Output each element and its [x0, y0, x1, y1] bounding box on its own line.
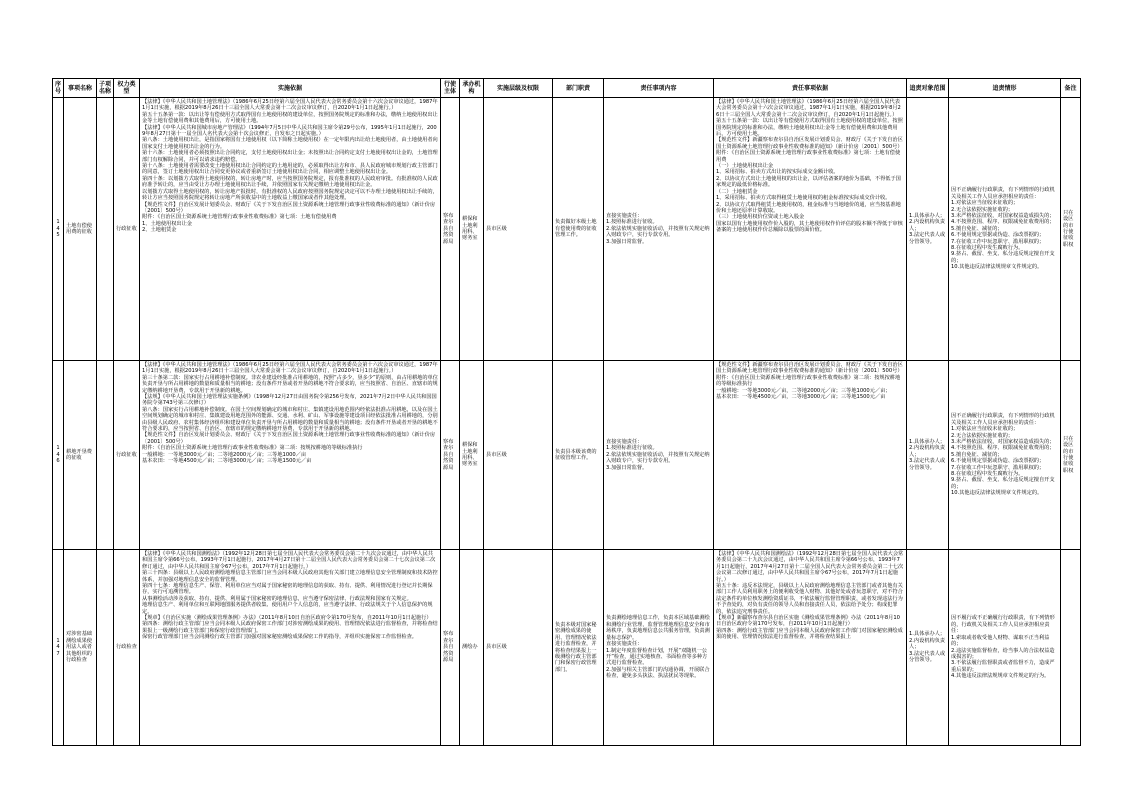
- responsibility-basis-line: 国家以国有土地使用权作价入股的，其土地使用权作价评估的股本额不得低于审核备案的土地使用权作价总额除以股票的面价值。: [716, 220, 903, 234]
- accountability-cases-line: 10.其他违反法律法规规章文件规定的。: [951, 490, 1043, 497]
- header-cell: 追责对象范围: [907, 79, 949, 98]
- accountability-cases-line: 8.在征收过程中发生腐败行为。: [951, 245, 1024, 252]
- basis-cell-line: 【法律】《中华人民共和国土地管理法》（1986年6月25日经第六届全国人民代表大会常务委员会第十六次会议审议通过，1987年1月1日实施，根据2019年8月26日十三届全国人大常委会第十二次会议审议修订，自2020年1月1日起施行。）: [142, 362, 438, 375]
- responsibility-basis: [714, 361, 907, 550]
- responsibility-basis-line: 【法律】《中华人民共和国测绘法》（1992年12月28日第七届全国人民代表大会常务委员会第二十九次会议通过，由中华人民共和国主席令第66号公布，1993年7月1日起施行，2017年4月27日第十二届全国人民代表大会常务委员会第二十七次会议第二次修订通过，由中华人民共和国主席令67号公布，2017年7月1日起施行。）: [716, 551, 904, 583]
- responsibility-basis-line: 第五十条：违反本法规定，县级以上人民政府测绘地理信息主管部门或者其他有关部门工作人员利用职务上的便利收受他人财物、其他好处或者玩忽职守，对不符合法定条件的单位核发测绘资质证书，不依法履行监督管理职责，或者发现违法行为不予查处的，对负有责任的领导人员和直接责任人员，依法给予处分；构成犯罪的，依法追究刑事责任。: [716, 583, 903, 615]
- accountability-cases-line: 2.无合法依据实施征收的；: [951, 432, 1014, 439]
- responsibility-basis: [714, 550, 907, 746]
- item-name: 对涉密基础测绘成果使用法人或者其他组织的行政检查: [64, 550, 97, 746]
- level-authority: 县市区级: [484, 550, 553, 746]
- accountability-cases-line: 因不履行或不正确履行行政职责，有下列情形的，行政机关及相关工作人员应承担相应责任：: [951, 615, 1055, 635]
- responsibility-list-page: [52, 78, 1080, 746]
- accountability-cases: [949, 361, 1061, 550]
- remark: 只在设区的市行使征收职权: [1061, 98, 1081, 361]
- responsibility-basis-line: 2、以协议方式取得租赁土地使用权的，租金标准与当地地价的通，应当按基准地价和土地还原率计算收取。: [716, 201, 901, 214]
- responsibility-basis-line: （三）土地使用权价位资或土地入股金: [716, 214, 805, 221]
- header-cell: 部门职责: [553, 79, 604, 98]
- responsibility-basis-line: 一般耕地：一等地3000元／亩，二等地2000元／亩；三等地1000元／亩；: [716, 387, 891, 394]
- basis-cell-line: 1、土地使用权出让金: [142, 220, 192, 227]
- department-duty: 负责本级对国家秘密测绘成果的使用、管理情况依法进行监督检查，并将检查结果报上一级测绘行政主管部门和保密行政管理部门。: [553, 550, 604, 746]
- basis-cell-line: 从事测绘活动涉及获取、持有、提供、利用属于国家秘密的地理信息，应当遵守保密法律、行政法规和国家有关规定。: [142, 595, 412, 602]
- basis-cell-line: 【法规】《中华人民共和国土地管理法实施条例》（1998年12月27日由国务院令第256号发布，2021年7月2日中华人民共和国国务院令第743号第三次修订）: [142, 394, 437, 407]
- row-number: 145: [53, 98, 64, 361]
- responsibility-basis-line: 附件：《自治区国土资源系统土地管理行政事业性收费标准》第七项：土地有偿使用费: [716, 150, 901, 163]
- table-row: [53, 550, 1081, 746]
- responsibility-content-line: 负责测绘地理信息工作，负责本区域基础测绘和测绘行业管理，监督管理地理信息安全和市场秩序，负责地理信息公共服务管理，负责测量标志保护。: [606, 615, 710, 641]
- responsibility-basis-line: 1、采用招标、拍卖方式取得租赁土地使用权的租金标准按实际成交价计收。: [716, 195, 891, 202]
- responsibility-basis-line: （一）土地使用权出让金: [716, 163, 774, 170]
- header-cell: 事项名称: [64, 79, 97, 98]
- accountability-cases-line: 4.不按照范围、程序、权限减免征收费用的；: [951, 445, 1055, 452]
- accountability-scope-line: 1.具体承办人；: [909, 212, 946, 219]
- basis-cell-line: 【规章】《自治区实施〈测绘成果管理条例〉办法》（2011年8月10日自治区政府令第170号发布，自2011年10月1日起施行）: [142, 615, 432, 622]
- row-number: 147: [53, 550, 64, 746]
- header-cell: 权力类型: [114, 79, 140, 98]
- responsibility-content-line: 1.按照标准进行征收。: [606, 445, 658, 452]
- responsibility-content-line: 2.依法依规实施征收活动，并按照有关规定纳入财政专户，实行专款专用。: [606, 225, 710, 239]
- responsibility-basis-line: 【规范性文件】新疆察布查尔县自治区发展计划委员会、财政厅《关于下发自治区国土资源系统土地管理行政事业性收费标准的通知》（新计价房〔2001〕500号）: [716, 362, 903, 375]
- basis-cell-line: 第十八条：土地使用者需要改变土地使用权出让合同约定的土地用途的，必须取得出让方和市、县人民政府城市规划行政主管部门的同意，签订土地使用权出让合同变更协议或者重新签订土地使用权出让合同，相应调整土地使用权出让金。: [142, 163, 438, 176]
- executing-subject: 察布查尔县自然资源局: [441, 98, 460, 361]
- responsibility-basis-line: （二）土地租赁金: [716, 188, 758, 195]
- responsibility-content-line: 直接实施责任：: [606, 438, 643, 445]
- accountability-cases-line: 因不正确履行行政职责，有下列情形的行政机关及相关工作人员应承担相应的责任：: [951, 187, 1055, 200]
- responsibility-content-line: 2.加强与相关主管部门的沟通协调，开展联合检查，避免多头执法、执法扰民等现象。: [606, 666, 710, 680]
- basis-cell-line: 【法律】《中华人民共和国城市房地产管理法》（1994年7月5日中华人民共和国主席令第29号公布，1995年1月1日起施行，2009年8月27日第十一届全国人名代表大会第十次会议修正，自发布之日起实施。）: [142, 124, 437, 138]
- header-cell: 子项名称: [97, 79, 114, 98]
- accountability-cases-line: 1.对依法应当征收未征收的；: [951, 200, 1019, 207]
- basis-cell-line: 基本农田：一等地4500元／亩；二等地3000元／亩；三等地1500元／亩: [142, 458, 312, 465]
- accountability-scope: [907, 550, 949, 746]
- responsibility-basis-line: 第五十五条第一款：以出让等有偿使用方式取得国有土地使用权的建设单位，按照国务院规定的标准和办法，缴纳土地使用权出让金等土地有偿使用费和其他费用后，方可使用土地。: [716, 118, 903, 138]
- accountability-scope-line: 1.具体承办人；: [909, 631, 946, 638]
- accountability-scope-line: 1.具体承办人；: [909, 438, 946, 445]
- basis-cell: [140, 98, 441, 361]
- row-number: 146: [53, 361, 64, 550]
- accountability-cases-line: 3.未严格依法征收，对国家权益造成损失的；: [951, 438, 1055, 445]
- accountability-cases-line: 4.其他违反法律法规规章文件规定的行为。: [951, 673, 1050, 680]
- header-row: [53, 79, 1081, 98]
- basis-cell: [140, 361, 441, 550]
- undertaking-org: 耕保和土地利用科、财务室: [460, 361, 484, 550]
- item-name: 耕地开垦费的征收: [64, 361, 97, 550]
- accountability-cases: [949, 550, 1061, 746]
- basis-cell-line: 第四条：测绘行政主管部门应当会同本级人民政府保密工作部门对涉密测绘成果的使用、管理情况依法进行监督检查，并将检查结果报上一级测绘行政主管部门和保密行政管理部门。: [142, 621, 438, 634]
- accountability-cases-line: 2.无合法依据实施征收的；: [951, 206, 1014, 213]
- responsibility-content: [604, 550, 714, 746]
- level-authority: 县市区级: [484, 98, 553, 361]
- accountability-cases-line: 因不正确履行行政职责，有下列情形的行政机关及相关工作人员应承担相应的责任：: [951, 413, 1055, 426]
- power-type: 行政检查: [114, 550, 140, 746]
- responsibility-basis-line: 【规范性文件】新疆察布查尔县自治区发展计划委员会、财政厅《关于下发自治区国土资源系统土地管理行政事业性收费标准的通知》（新计价房〔2001〕500号）: [716, 137, 903, 150]
- basis-cell-line: 2、土地租赁金: [142, 227, 177, 234]
- sub-item-name: [97, 98, 114, 361]
- header-cell: 行使主体: [441, 79, 460, 98]
- accountability-cases-line: 9.挤占、截留、坐支、私分违反规定擅自开支的；: [951, 251, 1055, 264]
- responsibility-content: [604, 361, 714, 550]
- basis-cell-line: 第八条：土地使用权出让，是指国家将国有土地使用权（以下简称土地使用权）在一定年限内出让给土地使用者，由土地使用者向国家支付土地使用权出让金的行为。: [142, 137, 438, 150]
- accountability-cases-line: 9.挤占、截留、坐支、私分违反规定擅自开支的；: [951, 477, 1055, 490]
- responsibility-basis-line: 【规章】新疆察布查尔县自治区实施《测绘成果管理条例》办法（2011年8月10日自治区政府令第170号发布，自2011年10月1日起施行）: [716, 615, 900, 628]
- basis-cell-line: 第三十四条：县级以上人民政府测绘地理信息主管部门应当会同本级人民政府其他有关部门建立地理信息安全管理制度和技术防控体系，并加强对地理信息安全的监督管理。: [142, 570, 438, 583]
- responsibility-content-line: 3.加强日常监督。: [606, 464, 648, 471]
- undertaking-org: 测绘办: [460, 550, 484, 746]
- header-cell: 责任事项依据: [714, 79, 907, 98]
- accountability-cases-line: 5.擅自免征、减征的；: [951, 451, 1003, 458]
- header-cell: 承办机构: [460, 79, 484, 98]
- header-cell: 实施依据: [140, 79, 441, 98]
- accountability-scope: [907, 361, 949, 550]
- basis-cell: [140, 550, 441, 746]
- sub-item-name: [97, 361, 114, 550]
- undertaking-org: 耕保和土地利用科、财务室: [460, 98, 484, 361]
- accountability-cases-line: 7.在征收工作中玩忽职守、滥用职权的；: [951, 238, 1045, 245]
- power-type: 行政征收: [114, 361, 140, 550]
- header-cell: 序号: [53, 79, 64, 98]
- responsibility-content-line: 直接实施责任：: [606, 641, 643, 648]
- responsibility-content: [604, 98, 714, 361]
- accountability-cases-line: 6.不使用规定票据或伪造、涂改票据的；: [951, 458, 1045, 465]
- table-row: [53, 98, 1081, 361]
- executing-subject: 察布查尔县自然资源局: [441, 361, 460, 550]
- responsibility-basis-line: 基本农田：一等地4500元／亩，二等地3000元／亩；三等地1500元／亩: [716, 394, 886, 401]
- responsibility-content-line: 直接实施责任：: [606, 212, 643, 219]
- department-duty: 负责做好本级土地有偿使用费的征收管理工作。: [553, 98, 604, 361]
- accountability-cases-line: 4.不按照范围、程序、权限减免征收费用的；: [951, 219, 1055, 226]
- responsibility-basis-line: 【法律】《中华人民共和国土地管理法》（1986年6月25日经第六届全国人民代表大会常务委员会第十六次会议审议通过，1987年1月1日实施，根据2019年8月26日十三届全国人大常委会第十二次会议审议修订，自2020年1月1日起施行。）: [716, 99, 901, 118]
- accountability-cases-line: 1.索取或者收受他人财物、谋取不正当利益的；: [951, 634, 1050, 648]
- accountability-cases-line: 1.对依法应当征收未征收的；: [951, 426, 1019, 433]
- header-cell: 备注: [1061, 79, 1081, 98]
- basis-cell-line: 一般耕地：一等地3000元／亩；二等地2000元／亩；三等地1000／亩: [142, 451, 307, 458]
- basis-cell-line: 以划拨方式取得土地使用权的，转让房地产报批时，有批准权的人民政府按照国务院规定决定可以不办理土地使用权出让手续的，转让方应当按照国务院规定将转让房地产所获收益中的土地收益上缴国家或者作其他处理。: [142, 188, 438, 202]
- accountability-scope-line: 3.法定代表人或分管领导。: [909, 650, 946, 664]
- basis-cell-line: 【法律】《中华人民共和国测绘法》（1992年12月28日第七届全国人民代表大会常务委员会第二十九次会议通过，由中华人民共和国主席令第66号公布，1993年7月1日起施行，2017年4月27日第十二届全国人民代表大会常务委员会第二十七次会议第二次修订通过，由中华人民共和国主席令67号公布，2017年7月1日起施行。）: [142, 551, 436, 570]
- accountability-cases-line: 6.不使用规定票据或伪造、涂改票据的；: [951, 232, 1045, 239]
- power-responsibility-table: [52, 78, 1081, 746]
- department-duty: 负责县本级该费的征收管理工作。: [553, 361, 604, 550]
- basis-cell-line: 【规范性文件】自治区发展计划委员会、财政厅《关于下发自治区国土资源系统土地管理行政事业性收费标准的通知》（新计价房〔2001〕500号）: [142, 201, 436, 214]
- remark: 只在设区的市行使征收职权: [1061, 361, 1081, 550]
- responsibility-content-line: 1.按照标准进行征收。: [606, 219, 658, 226]
- accountability-cases-line: 10.其他违反法律法规规章文件规定的。: [951, 264, 1043, 271]
- header-cell: 追责情形: [949, 79, 1061, 98]
- responsibility-basis-line: 附件：《自治区国土资源系统土地管理行政事业性收费标准》第二项：按规按耕地的等级标准执行: [716, 374, 901, 388]
- accountability-cases: [949, 98, 1061, 361]
- accountability-scope-line: 2.内设机构负责人；: [909, 637, 946, 651]
- accountability-cases-line: 3.未严格依法征收，对国家权益造成损失的；: [951, 212, 1055, 219]
- basis-cell-line: 第五十五条第一款：以出让等有偿使用方式取得国有土地使用权的建设单位，按照国务院规定的标准和办法，缴纳土地使用权出让金等土地有偿使用费和其他费用后，方可使用土地。: [142, 111, 438, 125]
- responsibility-basis: [714, 98, 907, 361]
- basis-cell-line: 第四十条：以划拨方式取得土地使用权的，转让房地产时，应当按照国务院规定，报有批准权的人民政府审批。有批准权的人民政府准予转让的，应当由受让方办理土地使用权出让手续，并依照国家有关规定缴纳土地使用权出让金。: [142, 175, 438, 189]
- remark: [1061, 550, 1081, 746]
- basis-cell-line: 附件：《自治区国土资源系统土地管理行政事业性收费标准》第七项：土地有偿使用费: [142, 214, 337, 221]
- accountability-scope-line: 3.法定代表人或分管领导。: [909, 458, 946, 471]
- accountability-cases-line: 2.违法实施监督检查，给当事人的合法权益造成损害的；: [951, 647, 1055, 660]
- responsibility-content-line: 3.加强日常监督。: [606, 238, 648, 245]
- accountability-scope: [907, 98, 949, 361]
- basis-cell-line: 【法律】《中华人民共和国土地管理法》（1986年6月25日经第六届全国人民代表大会常务委员会第十六次会议审议通过，1987年1月1日实施，根据2019年8月26日十三届全国人大常委会第十二次会议审议修订，自2020年1月1日起施行。）: [142, 99, 438, 112]
- basis-cell-line: 保密行政管理部门应当会同测绘行政主管部门加强对国家秘密测绘成果保密工作的指导，并组织实施保密工作监督检查。: [142, 634, 417, 641]
- accountability-cases-line: 8.在征收过程中发生腐败行为。: [951, 471, 1024, 478]
- accountability-scope-line: 2.内设机构负责人；: [909, 445, 946, 458]
- basis-cell-line: 附件：《自治区国土资源系统土地管理行政事业性收费标准》第二项：按规按耕地的等级标准执行: [142, 445, 363, 452]
- executing-subject: 察布查尔县自然资源局: [441, 550, 460, 746]
- responsibility-content-line: 2.依法依规实施征收活动，并按照有关规定纳入财政专户，实行专款专用。: [606, 451, 710, 465]
- accountability-cases-line: 7.在征收工作中玩忽职守、滥用职权的；: [951, 464, 1045, 471]
- basis-cell-line: 第四十七条：地理信息生产、保管、利用单位应当对属于国家秘密的地理信息的获取、持有、提供、利用情况进行登记并长期保存，实行可追溯管理。: [142, 583, 433, 596]
- accountability-scope-line: 2.内设机构负责人；: [909, 219, 946, 232]
- accountability-cases-line: 5.擅自免征、减征的；: [951, 225, 1003, 232]
- power-type: 行政征收: [114, 98, 140, 361]
- basis-cell-line: 第三十条第二款：国家实行占用耕地补偿制度。非农业建设经批准占用耕地的，按照“占多少，垦多少”的原则，由占用耕地的单位负责开垦与所占用耕地的数量和质量相当的耕地；没有条件开垦或者开垦的耕地不符合要求的，应当按照省、自治区、直辖市的规定缴纳耕地开垦费，专款用于开垦新的耕地。: [142, 374, 438, 394]
- basis-cell-line: 地理信息生产、利用单位和互联网地图服务提供者收集、使用用户个人信息的，应当遵守法律、行政法规关于个人信息保护的规定。: [142, 602, 433, 615]
- header-cell: 责任事项内容: [604, 79, 714, 98]
- accountability-cases-line: 3.不依法履行监督职责或者监督不力，造成严重后果的；: [951, 660, 1055, 673]
- responsibility-basis-line: 2、以协议方式出让土地使用权的出让金，以评估备案的地价为基础，不得低于国家规定的最低价格标准。: [716, 175, 901, 189]
- item-name: 土地有偿使用费的征收: [64, 98, 97, 361]
- basis-cell-line: 【规范性文件】自治区发展计划委员会、财政厅《关于下发自治区国土资源系统土地管理行政事业性收费标准的通知》（新计价房〔2001〕500号）: [142, 432, 436, 445]
- responsibility-content-line: 1.制定年度监督检查计划，开展“双随机一公开”检查，通过实地核查、书面检查等多种方式进行监督检查。: [606, 647, 708, 667]
- level-authority: 县市区级: [484, 361, 553, 550]
- basis-cell-line: 第八条：国家实行占用耕地补偿制度。在国土空间规划确定的城市和村庄、集镇建设用地范围内经依法批准占用耕地，以及在国土空间规划确定的城市和村庄、集镇建设用地范围外的能源、交通、水利、矿山、军事设施等建设项目经依法批准占用耕地的，分别由县级人民政府、农村集体经济组织和建设单位负责开垦与所占用耕地的数量和质量相当的耕地；没有条件开垦或者开垦的耕地不符合要求的，应当按照省、自治区、直辖市的规定缴纳耕地开垦费，专款用于开垦新的耕地。: [142, 406, 438, 433]
- basis-cell-line: 第十六条：土地使用者必须按照出让合同约定，支付土地使用权出让金；未按照出让合同约定支付土地使用权出让金的，土地管理部门有权解除合同，并可以请求违约赔偿。: [142, 150, 438, 163]
- responsibility-basis-line: 第四条：测绘行政主管部门应当会同本级人民政府保密工作部门对国家秘密测绘成果的使用、管理情况依法进行监督检查，并将检查结果报上: [716, 627, 903, 641]
- table-row: [53, 361, 1081, 550]
- sub-item-name: [97, 550, 114, 746]
- header-cell: 实施层级及权限: [484, 79, 553, 98]
- responsibility-basis-line: 1、采用招标、拍卖方式出让的按实际成交金额计收。: [716, 169, 839, 176]
- accountability-scope-line: 3.法定代表人或分管领导。: [909, 232, 946, 245]
